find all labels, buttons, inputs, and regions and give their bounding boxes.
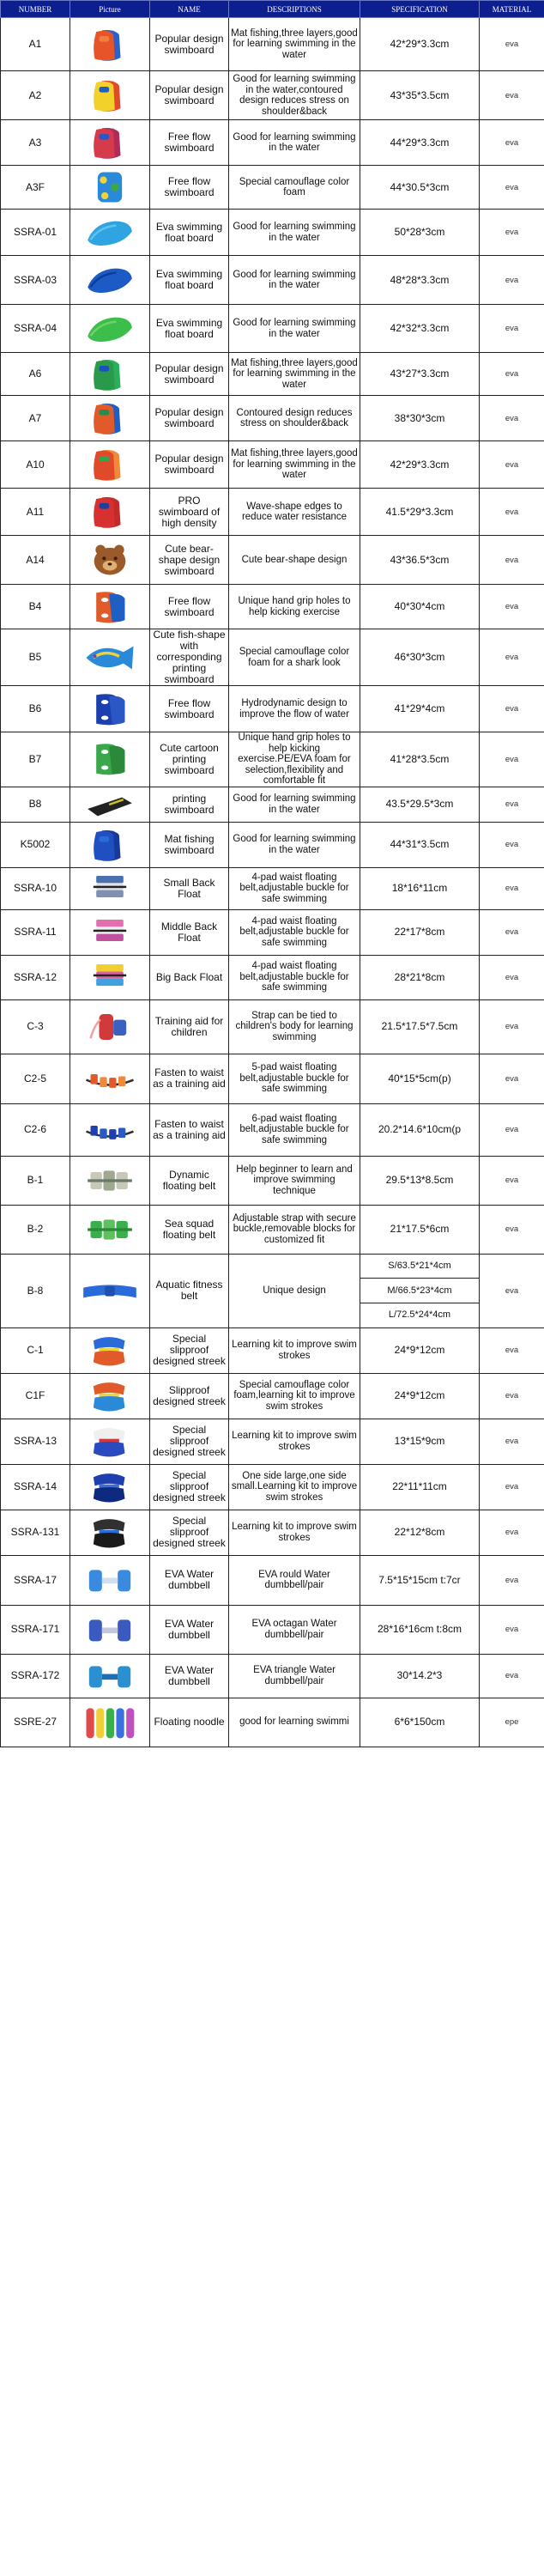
cell-name: Eva swimming float board bbox=[150, 305, 229, 353]
cell-number: B6 bbox=[1, 686, 70, 732]
cell-picture bbox=[70, 787, 150, 822]
cell-number: B5 bbox=[1, 629, 70, 686]
cell-specification: 44*30.5*3cm bbox=[360, 166, 480, 210]
cell-material: eva bbox=[480, 1464, 544, 1510]
cell-description: Learning kit to improve swim strokes bbox=[229, 1510, 360, 1555]
table-row bbox=[1, 1510, 544, 1555]
cell-name: Free flow swimboard bbox=[150, 120, 229, 166]
cell-material: eva bbox=[480, 867, 544, 909]
cell-material: eva bbox=[480, 1205, 544, 1254]
cell-specification: 28*21*8cm bbox=[360, 955, 480, 999]
cell-number: B8 bbox=[1, 787, 70, 822]
fitness-belt-icon bbox=[70, 1273, 149, 1308]
cell-specification: 7.5*15*15cm t:7cr bbox=[360, 1555, 480, 1605]
cell-picture bbox=[70, 1103, 150, 1156]
cell-specification: 43*35*3.5cm bbox=[360, 71, 480, 120]
kickboard-icon bbox=[70, 357, 149, 392]
cell-material: eva bbox=[480, 1555, 544, 1605]
cell-number: A11 bbox=[1, 489, 70, 536]
cell-name: Popular design swimboard bbox=[150, 71, 229, 120]
cell-picture bbox=[70, 1419, 150, 1464]
cell-number: C2-6 bbox=[1, 1103, 70, 1156]
cell-description: Learning kit to improve swim strokes bbox=[229, 1327, 360, 1373]
cell-specification: 20.2*14.6*10cm(p bbox=[360, 1103, 480, 1156]
cell-number: C-3 bbox=[1, 999, 70, 1054]
cell-specification: 48*28*3.3cm bbox=[360, 256, 480, 305]
table-row bbox=[1, 1156, 544, 1205]
cell-material: eva bbox=[480, 120, 544, 166]
cell-number: SSRA-01 bbox=[1, 210, 70, 256]
cell-description: Special camouflage color foam,learning kit to improve swim strokes bbox=[229, 1373, 360, 1419]
cell-name: Aquatic fitness belt bbox=[150, 1254, 229, 1327]
dumbbell-icon bbox=[70, 1613, 149, 1647]
cell-name: Special slipproof designed streek bbox=[150, 1419, 229, 1464]
back-float-icon bbox=[70, 872, 149, 906]
table-row bbox=[1, 909, 544, 955]
cell-description: Mat fishing,three layers,good for learning swimming in the water bbox=[229, 18, 360, 71]
cell-picture bbox=[70, 1464, 150, 1510]
cell-picture bbox=[70, 489, 150, 536]
cell-picture bbox=[70, 1654, 150, 1698]
cell-material: eva bbox=[480, 305, 544, 353]
cell-picture bbox=[70, 1327, 150, 1373]
table-row bbox=[1, 256, 544, 305]
cell-picture bbox=[70, 1054, 150, 1103]
cell-picture bbox=[70, 955, 150, 999]
cell-number: SSRA-171 bbox=[1, 1605, 70, 1654]
cell-material: eva bbox=[480, 1327, 544, 1373]
cell-picture bbox=[70, 686, 150, 732]
cell-picture bbox=[70, 1605, 150, 1654]
cell-description: Help beginner to learn and improve swimming technique bbox=[229, 1156, 360, 1205]
cell-name: Mat fishing swimboard bbox=[150, 822, 229, 867]
kickboard-icon bbox=[70, 828, 149, 862]
table-row bbox=[1, 1654, 544, 1698]
flat-board-icon bbox=[70, 787, 149, 822]
cell-number: B-1 bbox=[1, 1156, 70, 1205]
table-row bbox=[1, 1103, 544, 1156]
cell-description: Unique hand grip holes to help kicking exercise bbox=[229, 585, 360, 629]
cell-number: SSRA-03 bbox=[1, 256, 70, 305]
cell-number: SSRA-04 bbox=[1, 305, 70, 353]
cell-material: eva bbox=[480, 787, 544, 822]
cell-name: Special slipproof designed streek bbox=[150, 1464, 229, 1510]
table-row bbox=[1, 1605, 544, 1654]
cell-specification: 21*17.5*6cm bbox=[360, 1205, 480, 1254]
cell-description: Contoured design reduces stress on shoulder&back bbox=[229, 396, 360, 441]
cell-material: eva bbox=[480, 71, 544, 120]
pull-buoy-icon bbox=[70, 1425, 149, 1459]
cell-number: SSRA-12 bbox=[1, 955, 70, 999]
table-row bbox=[1, 732, 544, 787]
cell-name: Popular design swimboard bbox=[150, 353, 229, 396]
camo-board-icon bbox=[70, 170, 149, 204]
kickboard-icon bbox=[70, 495, 149, 529]
kickboard-icon bbox=[70, 27, 149, 62]
cell-specification: 18*16*11cm bbox=[360, 867, 480, 909]
cell-description: Learning kit to improve swim strokes bbox=[229, 1419, 360, 1464]
cell-number: SSRA-10 bbox=[1, 867, 70, 909]
dumbbell-icon bbox=[70, 1563, 149, 1597]
cell-description: Unique design bbox=[229, 1254, 360, 1327]
spec-line: S/63.5*21*4cm bbox=[360, 1255, 479, 1279]
cell-picture bbox=[70, 1156, 150, 1205]
dumbbell-icon bbox=[70, 1659, 149, 1693]
cell-description: Good for learning swimming in the water bbox=[229, 787, 360, 822]
cell-picture bbox=[70, 536, 150, 585]
cell-picture bbox=[70, 210, 150, 256]
cell-description: Mat fishing,three layers,good for learning swimming in the water bbox=[229, 353, 360, 396]
cell-name: Sea squad floating belt bbox=[150, 1205, 229, 1254]
cell-specification: 40*15*5cm(p) bbox=[360, 1054, 480, 1103]
cell-material: eva bbox=[480, 732, 544, 787]
cell-picture bbox=[70, 441, 150, 489]
cell-number: A14 bbox=[1, 536, 70, 585]
cell-specification: 6*6*150cm bbox=[360, 1698, 480, 1747]
cell-number: B7 bbox=[1, 732, 70, 787]
cell-material: eva bbox=[480, 1419, 544, 1464]
pull-buoy-icon bbox=[70, 1334, 149, 1368]
cell-specification: 44*29*3.3cm bbox=[360, 120, 480, 166]
cell-specification: 21.5*17.5*7.5cm bbox=[360, 999, 480, 1054]
cell-description: Strap can be tied to children's body for learning swimming bbox=[229, 999, 360, 1054]
floating-belt-icon bbox=[70, 1212, 149, 1247]
cell-material: eva bbox=[480, 1054, 544, 1103]
cell-specification bbox=[360, 1254, 480, 1327]
cell-specification: 24*9*12cm bbox=[360, 1373, 480, 1419]
header-number: NUMBER bbox=[1, 1, 70, 18]
grip-board-icon bbox=[70, 692, 149, 726]
cell-description: Wave-shape edges to reduce water resistance bbox=[229, 489, 360, 536]
cell-name: printing swimboard bbox=[150, 787, 229, 822]
cell-specification: 13*15*9cm bbox=[360, 1419, 480, 1464]
cell-picture bbox=[70, 629, 150, 686]
cell-specification: 22*11*11cm bbox=[360, 1464, 480, 1510]
cell-picture bbox=[70, 1698, 150, 1747]
cell-description: EVA rould Water dumbbell/pair bbox=[229, 1555, 360, 1605]
kickboard-icon bbox=[70, 78, 149, 112]
cell-material: eva bbox=[480, 441, 544, 489]
cell-specification: 29.5*13*8.5cm bbox=[360, 1156, 480, 1205]
back-float-icon bbox=[70, 960, 149, 994]
cell-number: B-2 bbox=[1, 1205, 70, 1254]
cell-material: eva bbox=[480, 18, 544, 71]
cell-specification: 41*28*3.5cm bbox=[360, 732, 480, 787]
table-row bbox=[1, 489, 544, 536]
cell-number: SSRA-13 bbox=[1, 1419, 70, 1464]
cell-name: Popular design swimboard bbox=[150, 441, 229, 489]
table-row bbox=[1, 1419, 544, 1464]
cell-description: 5-pad waist floating belt,adjustable buckle for safe swimming bbox=[229, 1054, 360, 1103]
cell-description: good for learning swimmi bbox=[229, 1698, 360, 1747]
cell-material: eva bbox=[480, 1373, 544, 1419]
cell-name: Special slipproof designed streek bbox=[150, 1327, 229, 1373]
table-row bbox=[1, 1373, 544, 1419]
cell-description: 4-pad waist floating belt,adjustable buckle for safe swimming bbox=[229, 955, 360, 999]
table-row bbox=[1, 1464, 544, 1510]
cell-number: SSRA-172 bbox=[1, 1654, 70, 1698]
cell-number: SSRA-17 bbox=[1, 1555, 70, 1605]
cell-picture bbox=[70, 305, 150, 353]
cell-material: eva bbox=[480, 1254, 544, 1327]
kickboard-icon bbox=[70, 447, 149, 482]
cell-number: A3 bbox=[1, 120, 70, 166]
pull-buoy-icon bbox=[70, 1379, 149, 1413]
cell-specification: 43.5*29.5*3cm bbox=[360, 787, 480, 822]
pool-noodle-icon bbox=[70, 1705, 149, 1740]
cell-specification: 30*14.2*3 bbox=[360, 1654, 480, 1698]
cell-picture bbox=[70, 353, 150, 396]
cell-material: eva bbox=[480, 999, 544, 1054]
table-row bbox=[1, 441, 544, 489]
cell-number: SSRA-11 bbox=[1, 909, 70, 955]
cell-specification: 43*36.5*3cm bbox=[360, 536, 480, 585]
cell-description: 4-pad waist floating belt,adjustable buckle for safe swimming bbox=[229, 909, 360, 955]
cell-picture bbox=[70, 1373, 150, 1419]
cell-name: Middle Back Float bbox=[150, 909, 229, 955]
cell-material: epe bbox=[480, 1698, 544, 1747]
cell-picture bbox=[70, 732, 150, 787]
cell-material: eva bbox=[480, 256, 544, 305]
cell-name: Big Back Float bbox=[150, 955, 229, 999]
pull-buoy-icon bbox=[70, 1470, 149, 1504]
cell-name: Fasten to waist as a training aid bbox=[150, 1054, 229, 1103]
cell-specification: 41.5*29*3.3cm bbox=[360, 489, 480, 536]
cell-material: eva bbox=[480, 1156, 544, 1205]
cell-name: Free flow swimboard bbox=[150, 166, 229, 210]
header-specification: SPECIFICATION bbox=[360, 1, 480, 18]
cell-specification: 42*29*3.3cm bbox=[360, 18, 480, 71]
table-row bbox=[1, 210, 544, 256]
header-material: MATERIAL bbox=[480, 1, 544, 18]
float-board-icon bbox=[70, 263, 149, 297]
cell-description: Hydrodynamic design to improve the flow of water bbox=[229, 686, 360, 732]
floating-belt-icon bbox=[70, 1163, 149, 1198]
table-row bbox=[1, 822, 544, 867]
table-row bbox=[1, 1054, 544, 1103]
waist-belt-icon bbox=[70, 1061, 149, 1096]
cell-material: eva bbox=[480, 686, 544, 732]
kickboard-icon bbox=[70, 401, 149, 435]
cell-description: EVA triangle Water dumbbell/pair bbox=[229, 1654, 360, 1698]
cell-picture bbox=[70, 1555, 150, 1605]
waist-belt-icon bbox=[70, 1113, 149, 1147]
cell-name: Slipproof designed streek bbox=[150, 1373, 229, 1419]
cell-number: C2-5 bbox=[1, 1054, 70, 1103]
cell-description: EVA octagan Water dumbbell/pair bbox=[229, 1605, 360, 1654]
table-row bbox=[1, 18, 544, 71]
cell-name: Special slipproof designed streek bbox=[150, 1510, 229, 1555]
cell-specification: 24*9*12cm bbox=[360, 1327, 480, 1373]
cell-name: EVA Water dumbbell bbox=[150, 1555, 229, 1605]
table-row bbox=[1, 305, 544, 353]
table-row bbox=[1, 71, 544, 120]
cell-name: Floating noodle bbox=[150, 1698, 229, 1747]
cell-picture bbox=[70, 585, 150, 629]
cell-material: eva bbox=[480, 1510, 544, 1555]
header-name: NAME bbox=[150, 1, 229, 18]
header-picture: Picture bbox=[70, 1, 150, 18]
cell-picture bbox=[70, 822, 150, 867]
cell-material: eva bbox=[480, 210, 544, 256]
spec-line: M/66.5*23*4cm bbox=[360, 1279, 479, 1303]
cell-number: B-8 bbox=[1, 1254, 70, 1327]
cell-material: eva bbox=[480, 1605, 544, 1654]
cell-description: Cute bear-shape design bbox=[229, 536, 360, 585]
cell-material: eva bbox=[480, 1654, 544, 1698]
cell-description: 6-pad waist floating belt,adjustable buckle for safe swimming bbox=[229, 1103, 360, 1156]
cell-picture bbox=[70, 867, 150, 909]
table-row bbox=[1, 536, 544, 585]
cell-description: Good for learning swimming in the water bbox=[229, 256, 360, 305]
cell-description: Special camouflage color foam for a shark look bbox=[229, 629, 360, 686]
cell-picture bbox=[70, 120, 150, 166]
table-row bbox=[1, 867, 544, 909]
cell-name: Cute fish-shape with corresponding printing swimboard bbox=[150, 629, 229, 686]
cell-number: A6 bbox=[1, 353, 70, 396]
cell-picture bbox=[70, 166, 150, 210]
cell-material: eva bbox=[480, 166, 544, 210]
cell-specification: 43*27*3.3cm bbox=[360, 353, 480, 396]
cell-description: Adjustable strap with secure buckle,removable blocks for customized fit bbox=[229, 1205, 360, 1254]
table-row bbox=[1, 955, 544, 999]
cell-number: A2 bbox=[1, 71, 70, 120]
grip-board-icon bbox=[70, 590, 149, 624]
cell-number: C1F bbox=[1, 1373, 70, 1419]
cell-name: Dynamic floating belt bbox=[150, 1156, 229, 1205]
grip-board-icon bbox=[70, 742, 149, 776]
cell-specification: 41*29*4cm bbox=[360, 686, 480, 732]
cell-name: Popular design swimboard bbox=[150, 18, 229, 71]
table-row bbox=[1, 1254, 544, 1327]
table-row bbox=[1, 396, 544, 441]
cell-number: SSRA-131 bbox=[1, 1510, 70, 1555]
table-row bbox=[1, 1327, 544, 1373]
cell-specification: 38*30*3cm bbox=[360, 396, 480, 441]
cell-number: A3F bbox=[1, 166, 70, 210]
cell-description: Unique hand grip holes to help kicking exercise.PE/EVA foam for selection,flexibility and comfortable fit bbox=[229, 732, 360, 787]
fish-board-icon bbox=[70, 641, 149, 675]
float-board-icon bbox=[70, 312, 149, 346]
cell-specification: 40*30*4cm bbox=[360, 585, 480, 629]
table-row bbox=[1, 1205, 544, 1254]
cell-material: eva bbox=[480, 909, 544, 955]
table-row bbox=[1, 166, 544, 210]
cell-specification: 22*12*8cm bbox=[360, 1510, 480, 1555]
table-row bbox=[1, 787, 544, 822]
table-row bbox=[1, 1555, 544, 1605]
cell-number: A10 bbox=[1, 441, 70, 489]
cell-description: Good for learning swimming in the water bbox=[229, 210, 360, 256]
cell-material: eva bbox=[480, 1103, 544, 1156]
back-float-icon bbox=[70, 915, 149, 950]
table-row bbox=[1, 1698, 544, 1747]
cell-description: Good for learning swimming in the water bbox=[229, 305, 360, 353]
cell-specification: 42*29*3.3cm bbox=[360, 441, 480, 489]
cell-name: Eva swimming float board bbox=[150, 210, 229, 256]
table-row bbox=[1, 353, 544, 396]
cell-description: One side large,one side small.Learning kit to improve swim strokes bbox=[229, 1464, 360, 1510]
table-row bbox=[1, 629, 544, 686]
header-descriptions: DESCRIPTIONS bbox=[229, 1, 360, 18]
cell-description: Good for learning swimming in the water bbox=[229, 120, 360, 166]
cell-description: Special camouflage color foam bbox=[229, 166, 360, 210]
table-row bbox=[1, 686, 544, 732]
cell-material: eva bbox=[480, 822, 544, 867]
cell-picture bbox=[70, 18, 150, 71]
cell-number: B4 bbox=[1, 585, 70, 629]
cell-material: eva bbox=[480, 353, 544, 396]
table-row bbox=[1, 585, 544, 629]
training-aid-icon bbox=[70, 1010, 149, 1044]
bear-board-icon bbox=[70, 543, 149, 577]
cell-picture bbox=[70, 256, 150, 305]
cell-name: Eva swimming float board bbox=[150, 256, 229, 305]
table-header-row bbox=[1, 1, 544, 18]
cell-specification: 28*16*16cm t:8cm bbox=[360, 1605, 480, 1654]
cell-material: eva bbox=[480, 536, 544, 585]
cell-material: eva bbox=[480, 585, 544, 629]
cell-specification: 42*32*3.3cm bbox=[360, 305, 480, 353]
cell-specification: 50*28*3cm bbox=[360, 210, 480, 256]
cell-name: Cute bear-shape design swimboard bbox=[150, 536, 229, 585]
cell-material: eva bbox=[480, 955, 544, 999]
spec-line: L/72.5*24*4cm bbox=[388, 1309, 451, 1321]
float-board-icon bbox=[70, 216, 149, 250]
cell-number: SSRE-27 bbox=[1, 1698, 70, 1747]
cell-picture bbox=[70, 1254, 150, 1327]
kickboard-icon bbox=[70, 125, 149, 160]
cell-name: Training aid for children bbox=[150, 999, 229, 1054]
cell-name: Free flow swimboard bbox=[150, 686, 229, 732]
cell-picture bbox=[70, 909, 150, 955]
cell-name: EVA Water dumbbell bbox=[150, 1654, 229, 1698]
table-row bbox=[1, 999, 544, 1054]
cell-name: Fasten to waist as a training aid bbox=[150, 1103, 229, 1156]
cell-picture bbox=[70, 999, 150, 1054]
cell-name: PRO swimboard of high density bbox=[150, 489, 229, 536]
cell-name: Cute cartoon printing swimboard bbox=[150, 732, 229, 787]
cell-picture bbox=[70, 71, 150, 120]
cell-name: EVA Water dumbbell bbox=[150, 1605, 229, 1654]
cell-name: Popular design swimboard bbox=[150, 396, 229, 441]
cell-material: eva bbox=[480, 489, 544, 536]
pull-buoy-icon bbox=[70, 1516, 149, 1550]
cell-number: C-1 bbox=[1, 1327, 70, 1373]
cell-name: Free flow swimboard bbox=[150, 585, 229, 629]
cell-description: 4-pad waist floating belt,adjustable buckle for safe swimming bbox=[229, 867, 360, 909]
cell-specification: 46*30*3cm bbox=[360, 629, 480, 686]
cell-number: A1 bbox=[1, 18, 70, 71]
cell-description: Good for learning swimming in the water,contoured design reduces stress on shoulder&back bbox=[229, 71, 360, 120]
cell-material: eva bbox=[480, 396, 544, 441]
cell-number: A7 bbox=[1, 396, 70, 441]
cell-specification: 22*17*8cm bbox=[360, 909, 480, 955]
cell-number: K5002 bbox=[1, 822, 70, 867]
cell-number: SSRA-14 bbox=[1, 1464, 70, 1510]
cell-picture bbox=[70, 396, 150, 441]
cell-specification: 44*31*3.5cm bbox=[360, 822, 480, 867]
cell-material: eva bbox=[480, 629, 544, 686]
cell-description: Good for learning swimming in the water bbox=[229, 822, 360, 867]
cell-picture bbox=[70, 1205, 150, 1254]
cell-name: Small Back Float bbox=[150, 867, 229, 909]
table-row bbox=[1, 120, 544, 166]
cell-description: Mat fishing,three layers,good for learning swimming in the water bbox=[229, 441, 360, 489]
cell-picture bbox=[70, 1510, 150, 1555]
